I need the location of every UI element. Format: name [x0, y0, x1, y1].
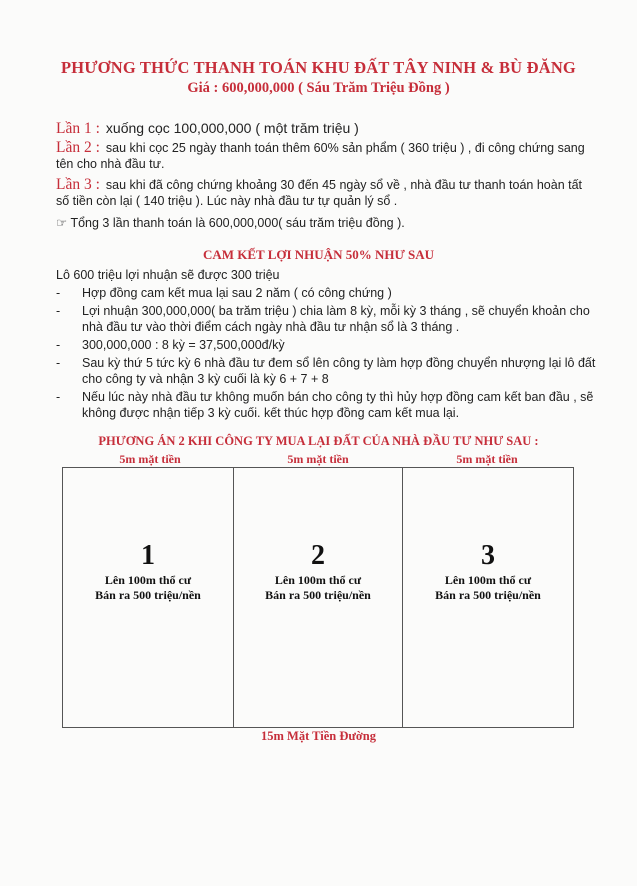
document-title: PHƯƠNG THỨC THANH TOÁN KHU ĐẤT TÂY NINH & BÙ ĐĂNG: [61, 58, 576, 77]
plot-frontage: 5m mặt tiền: [456, 452, 518, 466]
total-line: ☞ Tổng 3 lần thanh toán là 600,000,000( sáu trăm triệu đồng ).: [56, 216, 405, 230]
payment-3: [56, 177, 586, 209]
plot-number: 1: [141, 540, 155, 571]
list-item: - Nếu lúc này nhà đầu tư không muốn bán cho công ty thì hủy hợp đồng cam kết ban đầu , sẽ không được nhận tiếp 3 kỳ cuối. kết thúc hợp đồng cam kết mua lại.: [56, 389, 596, 421]
list-item: - Sau kỳ thứ 5 tức kỳ 6 nhà đầu tư đem sổ lên công ty làm hợp đồng chuyển nhượng lại lô đất cho công ty và nhận 3 kỳ cuối là kỳ 6 + 7 + 8: [56, 355, 596, 387]
commit-title: CAM KẾT LỢI NHUẬN 50% NHƯ SAU: [202, 247, 435, 262]
payment-label: Lần 3 :: [56, 176, 100, 193]
payment-label: Lần 2 :: [56, 139, 100, 156]
payment-1: [56, 121, 586, 136]
commit-list: [56, 285, 596, 423]
plot-frontage: 5m mặt tiền: [287, 452, 349, 466]
plan-title: PHƯƠNG ÁN 2 KHI CÔNG TY MUA LẠI ĐẤT CỦA NHÀ ĐẦU TƯ NHƯ SAU :: [98, 434, 539, 448]
profit-intro: Lô 600 triệu lợi nhuận sẽ được 300 triệu: [56, 268, 280, 282]
list-item: - Hợp đồng cam kết mua lại sau 2 năm ( có công chứng ): [56, 285, 596, 301]
plot-price: Bán ra 500 triệu/nền: [435, 588, 541, 602]
plot-3: [402, 467, 574, 728]
list-item: - 300,000,000 : 8 kỳ = 37,500,000đ/kỳ: [56, 337, 596, 353]
plot-price: Bán ra 500 triệu/nền: [95, 588, 201, 602]
payment-text: xuống cọc 100,000,000 ( một trăm triệu ): [105, 120, 359, 136]
payment-text: sau khi đã công chứng khoảng 30 đến 45 ngày sổ về , nhà đầu tư thanh toán hoàn tất số tiền còn lại ( 140 triệu ). Lúc này nhà đầu tư tự quản lý sổ .: [56, 178, 583, 208]
payment-label: Lần 1 :: [56, 120, 100, 137]
payment-text: sau khi cọc 25 ngày thanh toán thêm 60% sản phẩm ( 360 triệu ) , đi công chứng sang tên cho nhà đầu tư.: [56, 141, 585, 171]
payment-2: [56, 140, 586, 172]
plot-2: [233, 467, 403, 728]
plot-area: Lên 100m thổ cư: [444, 573, 532, 587]
plot-frontage: 5m mặt tiền: [119, 452, 181, 466]
price-line: Giá : 600,000,000 ( Sáu Trăm Triệu Đồng ): [187, 80, 450, 96]
plot-area: Lên 100m thổ cư: [104, 573, 192, 587]
plot-number: 2: [311, 540, 325, 571]
plot-number: 3: [481, 540, 495, 571]
list-item: - Lợi nhuận 300,000,000( ba trăm triệu ) chia làm 8 kỳ, mỗi kỳ 3 tháng , sẽ chuyển khoản cho nhà đầu tư vào thời điểm cách ngày nhà đầu tư nhận sổ là 3 tháng .: [56, 303, 596, 335]
plot-price: Bán ra 500 triệu/nền: [265, 588, 371, 602]
road-frontage: 15m Mặt Tiền Đường: [260, 729, 376, 743]
plot-area: Lên 100m thổ cư: [274, 573, 362, 587]
plot-1: [62, 467, 234, 728]
